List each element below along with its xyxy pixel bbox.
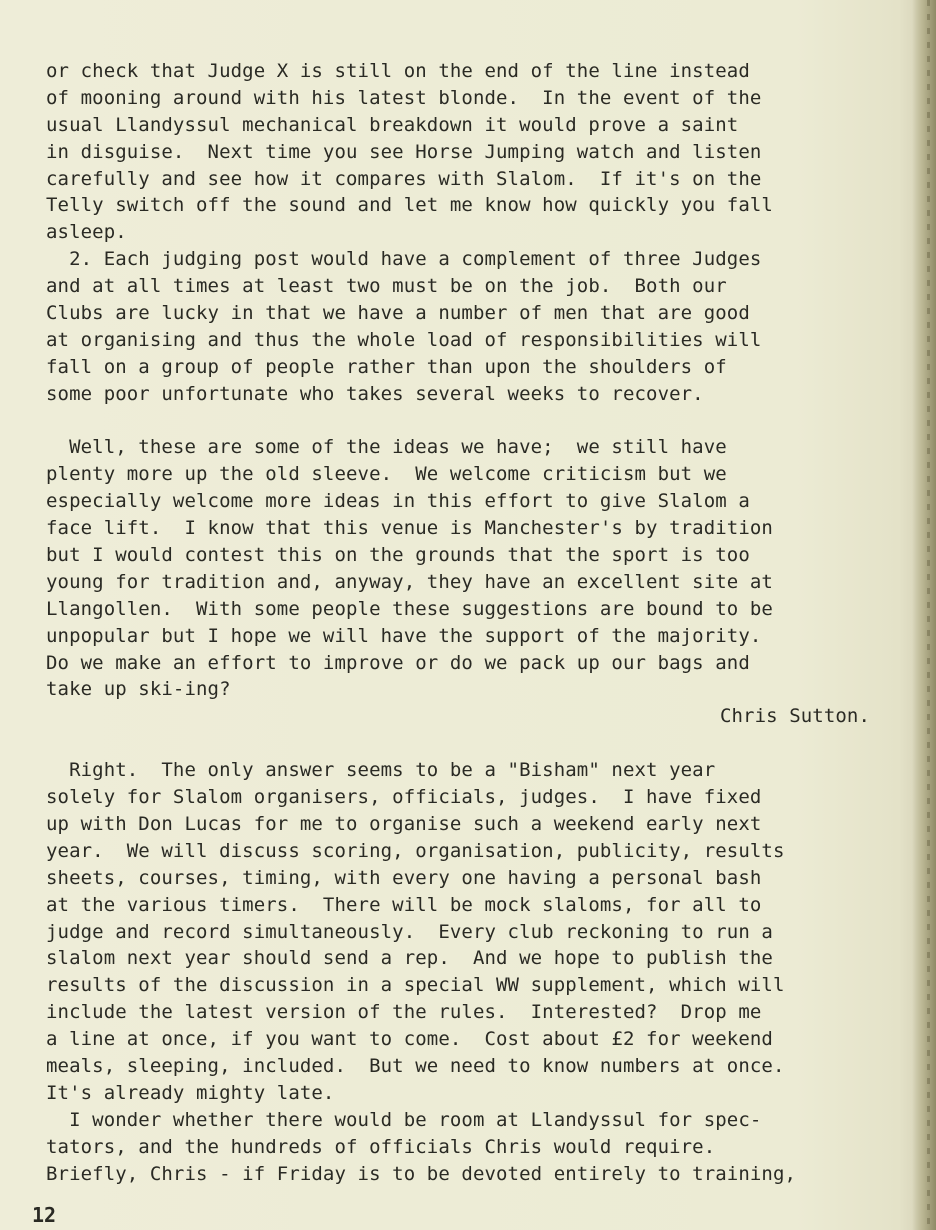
text-line: of mooning around with his latest blonde. In the event of the	[46, 86, 762, 109]
text-line: Do we make an effort to improve or do we pack up our bags and	[46, 651, 750, 674]
text-line: Right. The only answer seems to be a "Bisham" next year	[46, 759, 716, 782]
text-line: Telly switch off the sound and let me know how quickly you fall	[46, 194, 773, 217]
text-line: 2. Each judging post would have a complement of three Judges	[46, 248, 762, 271]
text-line: young for tradition and, anyway, they have an excellent site at	[46, 570, 773, 593]
text-line: unpopular but I hope we will have the support of the majority.	[46, 624, 762, 647]
text-line: carefully and see how it compares with Slalom. If it's on the	[46, 167, 762, 190]
text-line: a line at once, if you want to come. Cost about £2 for weekend	[46, 1028, 773, 1051]
text-line: but I would contest this on the grounds that the sport is too	[46, 544, 750, 567]
text-line: results of the discussion in a special WW supplement, which will	[46, 974, 785, 997]
text-line: asleep.	[46, 221, 127, 244]
text-line: at organising and thus the whole load of responsibilities will	[46, 328, 762, 351]
text-line: take up ski-ing?	[46, 678, 231, 701]
paragraph-gap	[46, 730, 906, 757]
text-line: face lift. I know that this venue is Manchester's by tradition	[46, 517, 773, 540]
text-line: tators, and the hundreds of officials Chris would require.	[46, 1135, 716, 1158]
text-line: Clubs are lucky in that we have a number of men that are good	[46, 302, 750, 325]
text-line: slalom next year should send a rep. And we hope to publish the	[46, 947, 773, 970]
text-line: plenty more up the old sleeve. We welcome criticism but we	[46, 463, 727, 486]
paragraph-gap	[46, 408, 906, 435]
text-line: up with Don Lucas for me to organise such a weekend early next	[46, 812, 762, 835]
text-line: I wonder whether there would be room at Llandyssul for spec-	[46, 1108, 762, 1131]
text-line: especially welcome more ideas in this effort to give Slalom a	[46, 490, 750, 513]
article-text	[46, 58, 906, 1187]
text-line: judge and record simultaneously. Every club reckoning to run a	[46, 920, 773, 943]
text-line: It's already mighty late.	[46, 1081, 335, 1104]
text-line: Well, these are some of the ideas we have; we still have	[46, 436, 727, 459]
text-line: at the various timers. There will be mock slaloms, for all to	[46, 893, 762, 916]
text-line: in disguise. Next time you see Horse Jumping watch and listen	[46, 140, 762, 163]
text-line: or check that Judge X is still on the end of the line instead	[46, 60, 750, 82]
text-line: Llangollen. With some people these suggestions are bound to be	[46, 597, 773, 620]
text-line: sheets, courses, timing, with every one having a personal bash	[46, 866, 762, 889]
text-line: meals, sleeping, included. But we need to know numbers at once.	[46, 1054, 785, 1077]
author-signature: Chris Sutton.	[719, 705, 870, 728]
text-line: year. We will discuss scoring, organisation, publicity, results	[46, 839, 785, 862]
text-line: and at all times at least two must be on the job. Both our	[46, 275, 727, 298]
text-line: usual Llandyssul mechanical breakdown it would prove a saint	[46, 113, 739, 136]
text-line: solely for Slalom organisers, officials, judges. I have fixed	[46, 786, 762, 809]
page-binding-edge	[912, 0, 936, 1230]
text-line: some poor unfortunate who takes several weeks to recover.	[46, 382, 704, 405]
text-line: fall on a group of people rather than upon the shoulders of	[46, 355, 727, 378]
text-line: include the latest version of the rules. Interested? Drop me	[46, 1001, 762, 1024]
text-line: Briefly, Chris - if Friday is to be devoted entirely to training,	[46, 1162, 797, 1185]
page-number: 12	[32, 1203, 57, 1227]
